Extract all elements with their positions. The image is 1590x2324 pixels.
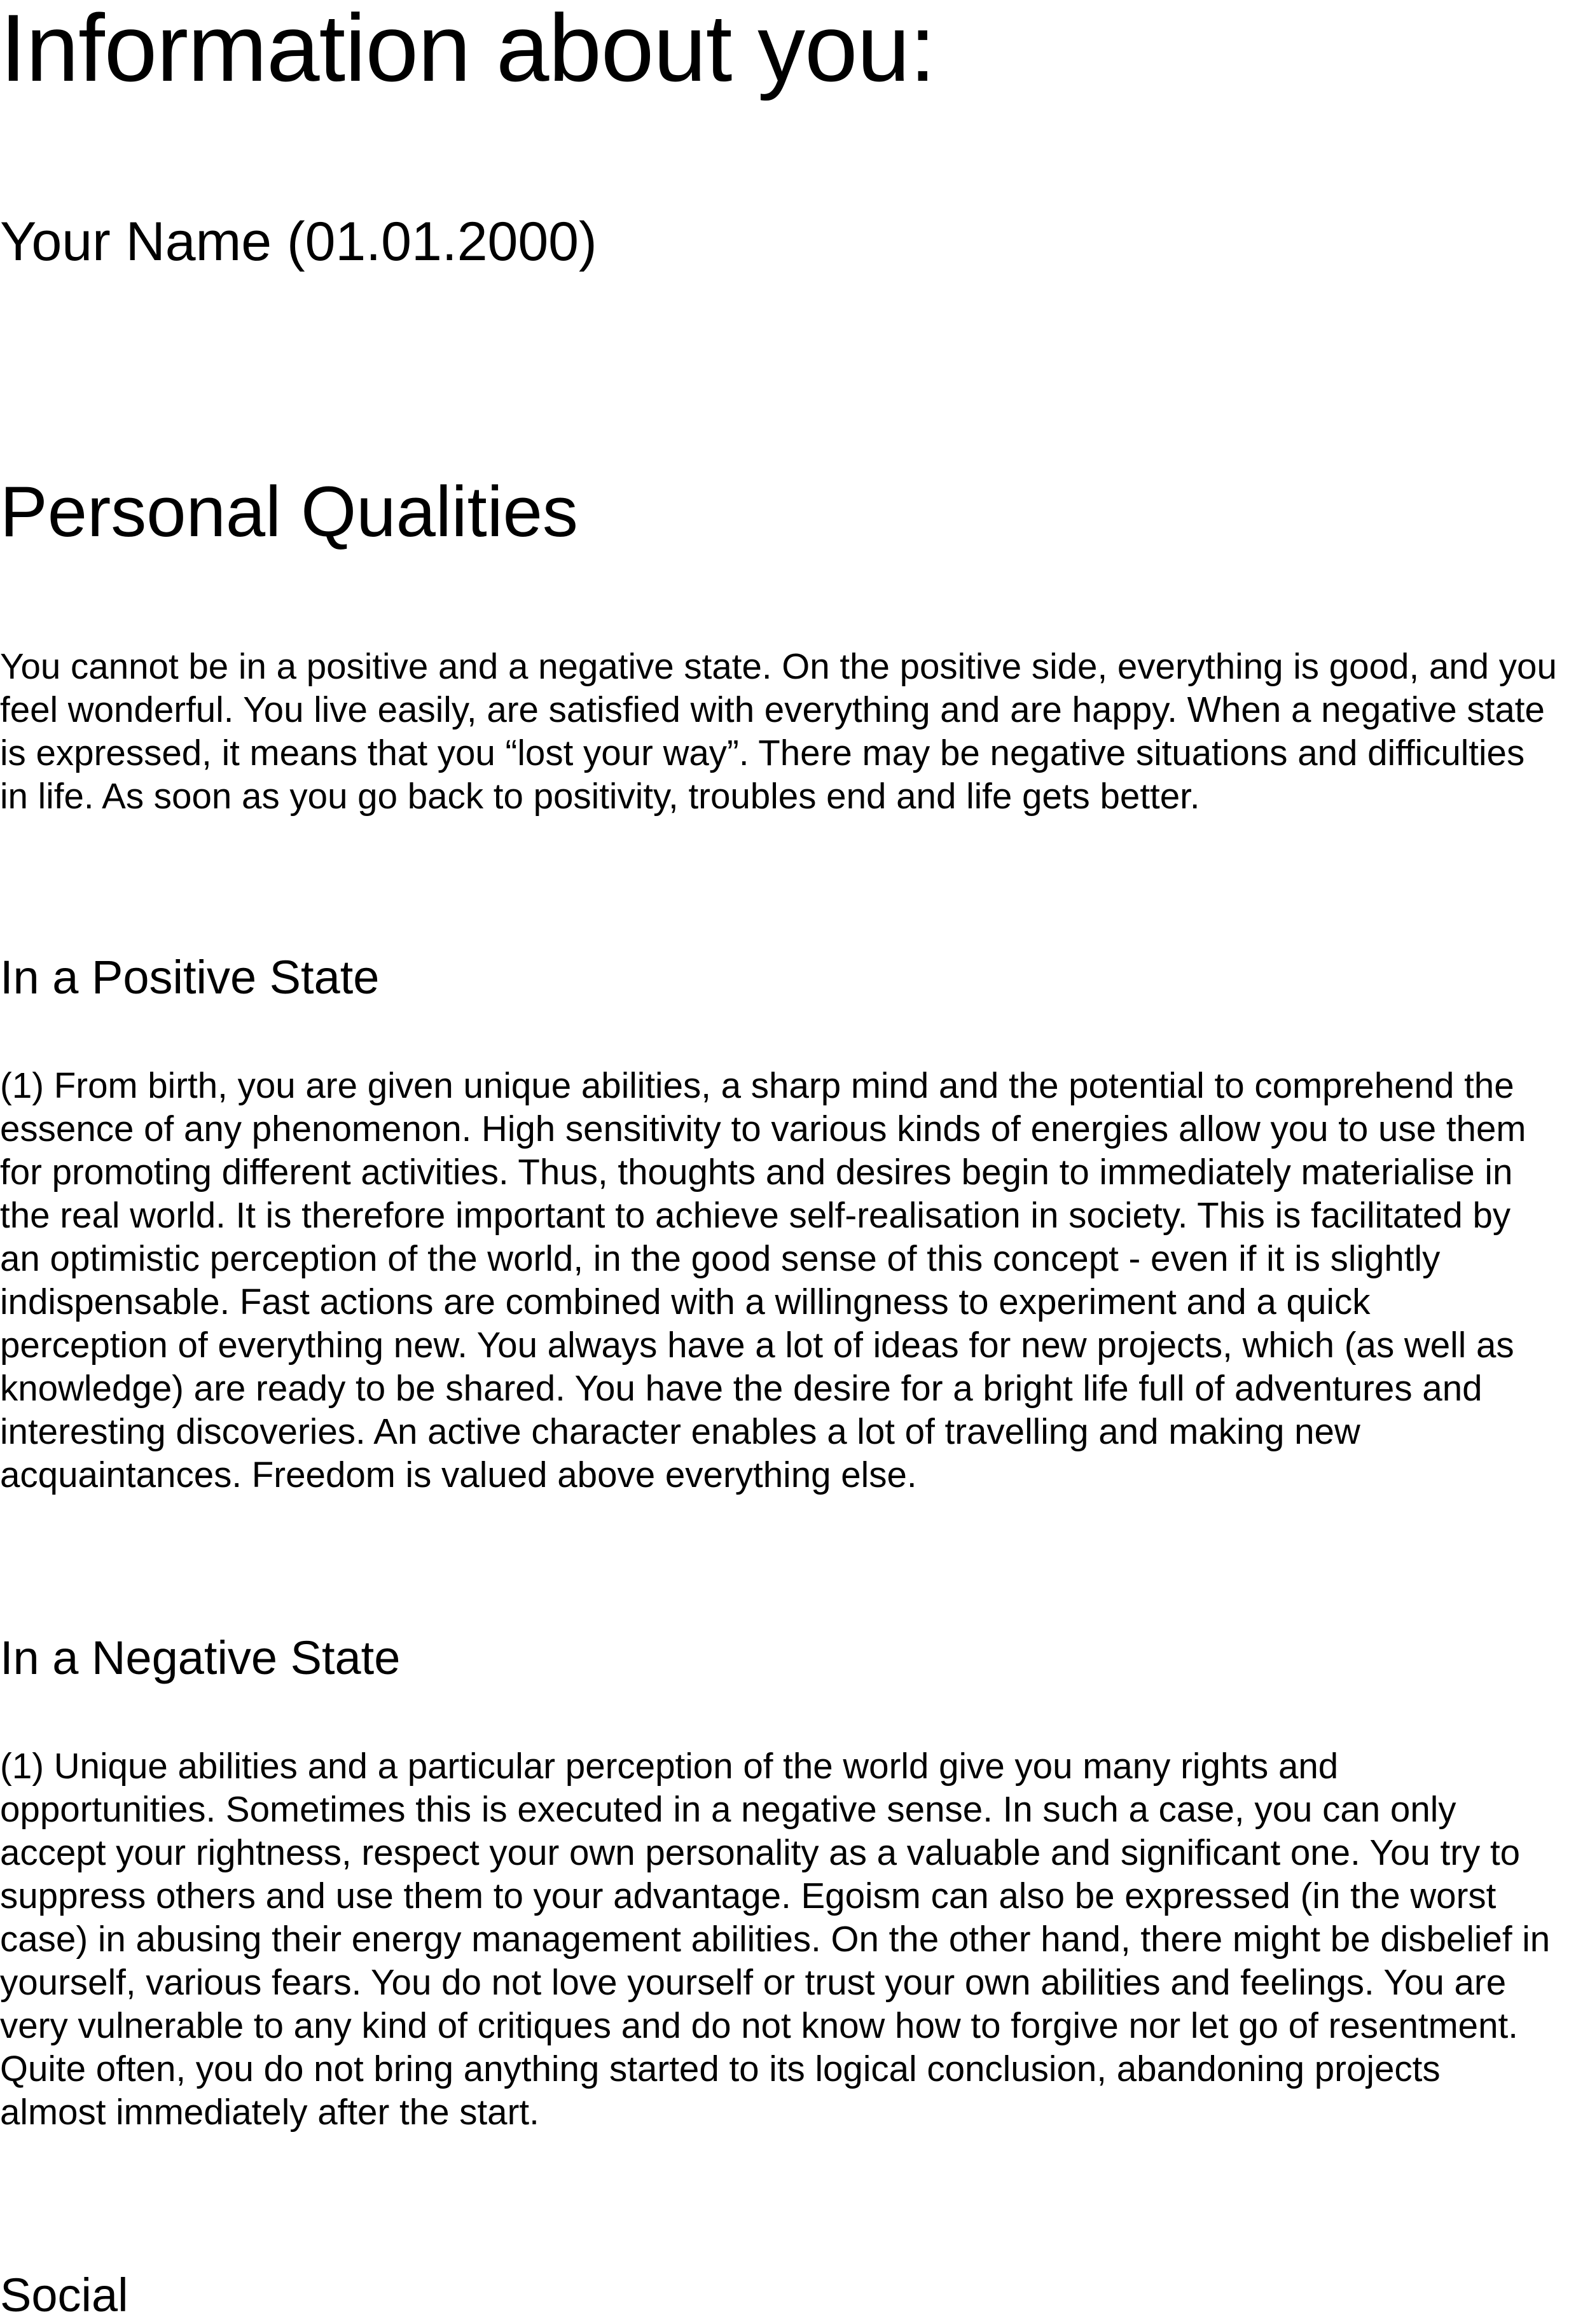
paragraph-line: acquaintances. Freedom is valued above everything else. [0, 1455, 917, 1495]
negative-state-heading: In a Negative State [0, 1631, 401, 1684]
paragraph-line: opportunities. Sometimes this is executed in a negative sense. In such a case, you can only [0, 1789, 1456, 1829]
person-name-and-birthdate: Your Name (01.01.2000) [0, 211, 597, 272]
paragraph-line: the real world. It is therefore important to achieve self-realisation in society. This is facilitated by [0, 1195, 1511, 1235]
paragraph-line: case) in abusing their energy management abilities. On the other hand, there might be disbelief in [0, 1919, 1551, 1959]
page-title: Information about you: [0, 0, 936, 101]
paragraph-line: very vulnerable to any kind of critiques and do not know how to forgive nor let go of resentment. [0, 2005, 1518, 2045]
paragraph-line: essence of any phenomenon. High sensitivity to various kinds of energies allow you to use them [0, 1109, 1526, 1149]
paragraph-line: accept your rightness, respect your own personality as a valuable and significant one. You try to [0, 1832, 1521, 1872]
paragraph-line: (1) Unique abilities and a particular perception of the world give you many rights and [0, 1746, 1339, 1786]
paragraph-line: Quite often, you do not bring anything started to its logical conclusion, abandoning projects [0, 2049, 1441, 2089]
paragraph-line: an optimistic perception of the world, in the good sense of this concept - even if it is slightly [0, 1238, 1441, 1278]
personal-qualities-heading: Personal Qualities [0, 472, 578, 551]
paragraph-line: yourself, various fears. You do not love yourself or trust your own abilities and feelings. You are [0, 1962, 1507, 2002]
positive-state-paragraph [0, 1064, 1590, 1497]
personal-qualities-intro-paragraph [0, 645, 1590, 818]
paragraph-line: (1) From birth, you are given unique abilities, a sharp mind and the potential to comprehend the [0, 1065, 1514, 1105]
negative-state-paragraph [0, 1745, 1590, 2134]
social-heading: Social [0, 2269, 128, 2321]
paragraph-line: indispensable. Fast actions are combined with a willingness to experiment and a quick [0, 1282, 1371, 1322]
paragraph-line: suppress others and use them to your advantage. Egoism can also be expressed (in the worst [0, 1876, 1497, 1916]
paragraph-line: interesting discoveries. An active character enables a lot of travelling and making new [0, 1411, 1360, 1451]
paragraph-line: perception of everything new. You always have a lot of ideas for new projects, which (as well as [0, 1325, 1514, 1365]
paragraph-line: for promoting different activities. Thus, thoughts and desires begin to immediately materialise in [0, 1152, 1513, 1192]
paragraph-line: feel wonderful. You live easily, are satisfied with everything and are happy. When a negative state [0, 689, 1545, 730]
positive-state-heading: In a Positive State [0, 951, 380, 1004]
paragraph-line: knowledge) are ready to be shared. You have the desire for a bright life full of adventures and [0, 1368, 1483, 1408]
paragraph-line: is expressed, it means that you “lost your way”. There may be negative situations and difficulties [0, 733, 1525, 773]
paragraph-line: almost immediately after the start. [0, 2092, 539, 2132]
paragraph-line: You cannot be in a positive and a negative state. On the positive side, everything is good, and you [0, 646, 1557, 686]
paragraph-line: in life. As soon as you go back to positivity, troubles end and life gets better. [0, 776, 1200, 816]
